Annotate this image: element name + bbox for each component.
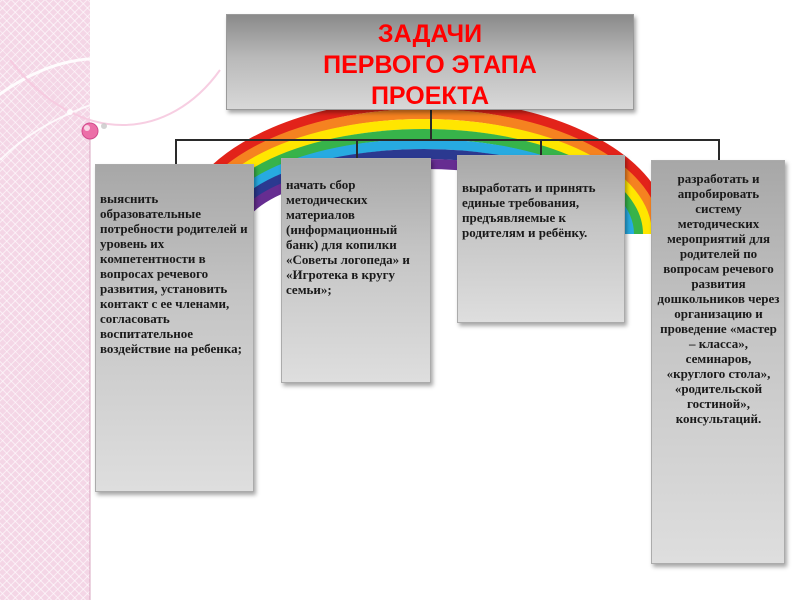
connector-drop-4 [718, 139, 720, 160]
task-text-1: выяснить образовательные потребности родителей и уровень их компетентности в вопросах речевого развития, установить контакт с ее членами, согласовать воспитательное воздействие на ребенка; [100, 191, 248, 356]
connector-drop-3 [540, 139, 542, 155]
task-card-2 [281, 158, 431, 383]
connector-horizontal [175, 139, 720, 141]
connector-drop-1 [175, 139, 177, 164]
connector-vertical-main [430, 110, 432, 140]
task-text-4: разработать и апробировать систему методических мероприятий для родителей по вопросам речевого развития дошкольников через организацию и проведение «мастер – класса», семинаров, «круглого стола», «родительской гостиной», консультаций. [657, 171, 780, 426]
task-card-1 [95, 164, 254, 492]
task-card-4 [651, 160, 785, 564]
title-line-2: ПЕРВОГО ЭТАПА [323, 50, 537, 79]
title-box [226, 14, 634, 110]
title-line-1: ЗАДАЧИ [377, 19, 483, 48]
task-text-2: начать сбор методических материалов (информационный банк) для копилки «Советы логопеда» и «Игротека в кругу семьи»; [286, 177, 410, 297]
task-card-3 [457, 155, 625, 323]
task-text-3: выработать и принять единые требования, предъявляемые к родителям и ребёнку. [462, 180, 596, 240]
connector-drop-2 [356, 139, 358, 158]
title-line-3: ПРОЕКТА [370, 81, 490, 110]
